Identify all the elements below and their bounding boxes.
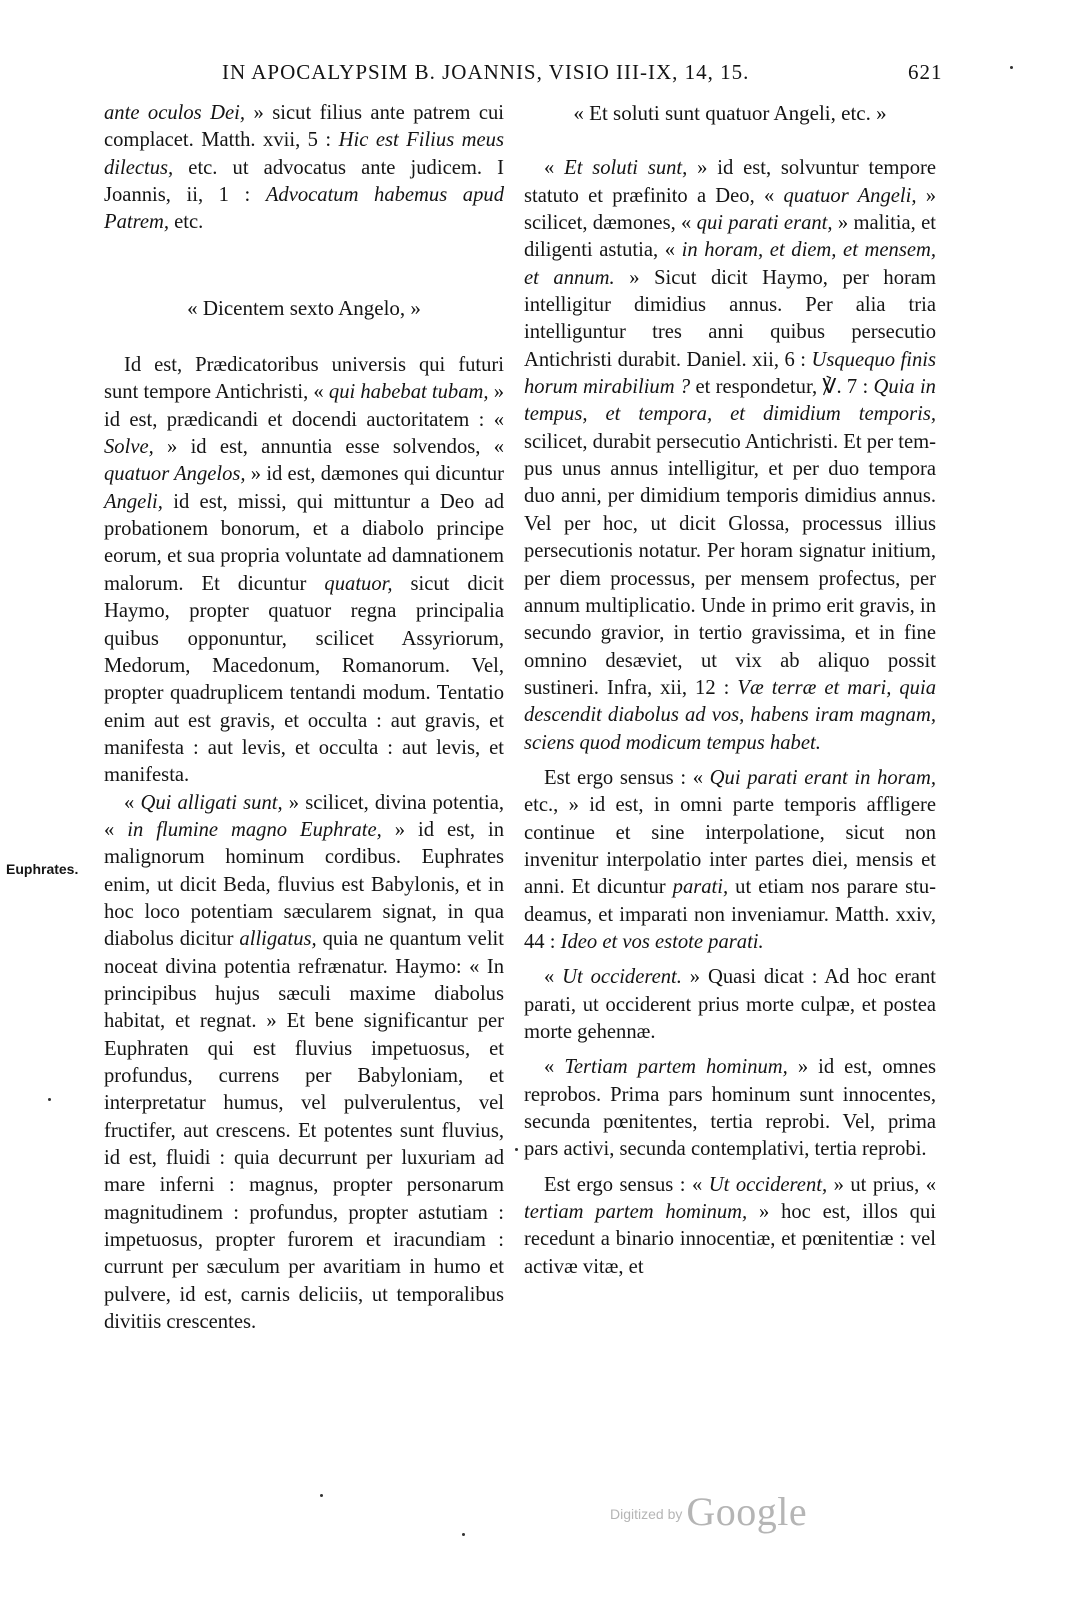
- italic-run: Angeli,: [104, 490, 163, 513]
- text-run: «: [544, 966, 563, 989]
- paragraph: [524, 964, 936, 1046]
- text-run: Est ergo sensus : «: [544, 766, 710, 789]
- italic-run: qui habebat tubam,: [328, 381, 489, 404]
- italic-run: Ut occiderent.: [562, 966, 682, 989]
- text-run: » id est, annuntia esse solvendos, «: [153, 436, 504, 459]
- italic-run: qui parati erant,: [696, 212, 833, 235]
- text-run: etc. ut advocatus ante judicem. I Joannis, ii, 1 :: [104, 156, 504, 207]
- italic-run: alligatus,: [239, 928, 317, 951]
- italic-run: quatuor Angelos,: [104, 463, 246, 486]
- text-run: » Sicut dicit Haymo, per horam intelligitur dimidius annus. Per alia tria intelliguntur tres anni quibus persecutio Antichristi durabit. Daniel. xii, 6 :: [524, 266, 937, 371]
- text-run: scilicet, durabit persecutio Antichristi. Et per tempus unus annus intelligitur, et per duo tempora duo anni, per dimidium temporis dimidius annus. Vel per hoc, ut dicit Glossa, processus illius persecutionis notatur. Per horam signatur initium, per diem processus, per mensem profectus, per annum multiplicatio. Unde in primo erit gravis, in secundo gravior, in tertio gravissima, et in fine omnino desæviet, ut vix ab aliquo possit sustineri. Infra, xii, 12 :: [524, 430, 936, 699]
- italic-run: Qui alligati sunt,: [140, 791, 283, 814]
- text-run: » malitia, et diligenti astutia, «: [524, 212, 936, 262]
- lemma-heading: « Et soluti sunt quatuor Angeli, etc. »: [573, 101, 887, 125]
- speck: [1010, 66, 1013, 69]
- text-run: » Quasi dicat : Ad hoc erant parati, ut occiderent prius morte culpæ, et postea morte gehennæ.: [524, 966, 936, 1043]
- watermark-prefix: Digitized by: [610, 1506, 683, 1522]
- speck: [515, 1148, 518, 1151]
- speck: [48, 1098, 51, 1101]
- text-run: quia ne quantum velit noceat divina potentia refrænatur. Haymo: « In principibus hujus sæculi maxime diabolus habitat, et regnat. » Et bene significantur per Euphraten qui est fluvius impetuosus, et profundus, currens per Babyloniam, et interpretatur humus, vel pulverulentus, vel fructifer, aut crescens. Et potentes sunt fluvius, id est, fluidi : quia decurrunt per luxuriam ad mare inferni : magnus, propter personarum magnitudinem : profundus, propter astutiam : impetuosus, propter furorem et iracundiam : currunt per sæculum per avaritiam in humo et pulvere, id est, carnis deliciis, ut temporalibus divitiis crescentes.: [104, 928, 504, 1334]
- paragraph: [524, 765, 936, 956]
- text-run: «: [544, 157, 565, 180]
- paragraph: [524, 1054, 936, 1163]
- margin-note: Euphrates.: [6, 861, 79, 877]
- text-run: «: [124, 791, 141, 814]
- italic-run: Ideo et vos estote parati.: [560, 930, 764, 953]
- italic-run: Quia in tempus, et tempora, et dimidium temporis,: [524, 376, 936, 426]
- text-run: » ut prius, «: [827, 1173, 936, 1196]
- italic-run: Ut occiderent,: [708, 1173, 828, 1196]
- text-run: » id est, in malignorum hominum cordibus. Euphrates enim, ut dicit Beda, fluvius est Babylonis, et in hoc loco potentiam sæcularem signat, in qua diabolus dicitur: [104, 818, 504, 951]
- text-run: » id est, dæmones qui dicuntur: [245, 463, 504, 486]
- italic-run: Tertiam partem hominum,: [564, 1056, 788, 1079]
- paragraph: [104, 790, 504, 1337]
- text-run: » hoc est, illos qui recedunt a binario innocentiæ, et pœnitentiæ : vel activæ vitæ, et: [524, 1201, 937, 1278]
- italic-run: ante oculos Dei,: [104, 102, 246, 124]
- speck: [320, 1494, 323, 1497]
- text-run: » sicut filius ante patrem cui complacet. Matth. xvii, 5 :: [104, 102, 504, 152]
- left-column: [104, 100, 504, 1336]
- italic-run: Et soluti sunt,: [564, 157, 688, 180]
- text-run: etc.: [169, 211, 204, 234]
- google-logo: Google: [686, 1489, 808, 1534]
- italic-run: Qui parati erant in horam,: [709, 766, 936, 789]
- text-run: et respondetur, ℣. 7 :: [690, 376, 874, 399]
- running-title: IN APOCALYPSIM B. JOANNIS, VISIO III-IX, 14, 15.: [222, 60, 750, 84]
- italic-run: Advocatum habemus apud Patrem,: [104, 184, 504, 234]
- italic-run: in horam, et diem, et mensem, et annum.: [524, 239, 936, 289]
- italic-run: Solve,: [104, 436, 154, 459]
- italic-run: in flumine magno Euphrate,: [127, 818, 382, 841]
- paragraph: [524, 155, 936, 757]
- lemma-heading: « Dicentem sexto Angelo, »: [187, 295, 421, 320]
- text-run: «: [544, 1056, 565, 1079]
- text-run: Est ergo sensus : «: [544, 1173, 709, 1196]
- text-run: ut etiam nos parare studeamus, et imparati non inveniamur. Matth. xxiv, 44 :: [524, 876, 936, 953]
- paragraph: [524, 1172, 936, 1281]
- paragraph: [104, 352, 504, 790]
- right-column: [524, 100, 936, 1281]
- italic-run: Hic est Filius meus dilectus,: [104, 129, 504, 179]
- italic-run: Usquequo finis horum mirabilium ?: [524, 348, 936, 399]
- italic-run: parati,: [672, 876, 729, 899]
- speck: [462, 1533, 465, 1536]
- paragraph: [104, 100, 504, 237]
- italic-run: quatuor Angeli,: [783, 184, 917, 207]
- text-run: sicut dicit Haymo, propter quatuor regna principalia quibus opponuntur, scilicet Assyriorum, Medorum, Macedonum, Romanorum. Vel, propter quadruplicem tentandi modum. Tentatio enim aut est gravis, et occulta : aut gravis, et manifesta : aut levis, et occulta : aut levis, et manifesta.: [104, 572, 505, 787]
- text-run: Id est, Prædicatoribus universis qui futuri sunt tempore Antichristi, «: [104, 354, 504, 404]
- italic-run: tertiam partem hominum,: [524, 1201, 748, 1224]
- text-run: etc., » id est, in omni parte temporis affligere continue et sine interpolatione, sicut non invenitur interpolatio inter partes diei, mensis et anni. Et dicuntur: [524, 794, 936, 899]
- text-run: id est, missi, qui mittuntur a Deo ad probationem bonorum, et a diabolo principe eorum, et sua propria voluntate ad damnationem malorum. Et dicuntur: [104, 490, 504, 595]
- text-run: » scilicet, divina potentia, «: [104, 791, 504, 841]
- digitized-watermark: [610, 1488, 807, 1538]
- text-run: » id est, prædicandi et docendi auctoritatem : «: [104, 381, 504, 431]
- page-number: 621: [908, 60, 943, 84]
- italic-run: quatuor,: [324, 572, 393, 595]
- italic-run: Væ terræ et mari, quia descendit diabolus ad vos, habens iram magnam, sciens quod modicum tempus habet.: [524, 676, 936, 754]
- text-run: » id est, omnes reprobos. Prima pars hominum sunt innocentes, secunda pœnitentes, tertia reprobi. Vel, prima pars activi, secunda contemplativi, tertia reprobi.: [524, 1056, 936, 1161]
- text-run: » scilicet, dæmones, «: [524, 184, 936, 235]
- running-header: [0, 60, 1067, 90]
- text-run: » id est, solvuntur tempore statuto et præfinito a Deo, «: [524, 157, 936, 207]
